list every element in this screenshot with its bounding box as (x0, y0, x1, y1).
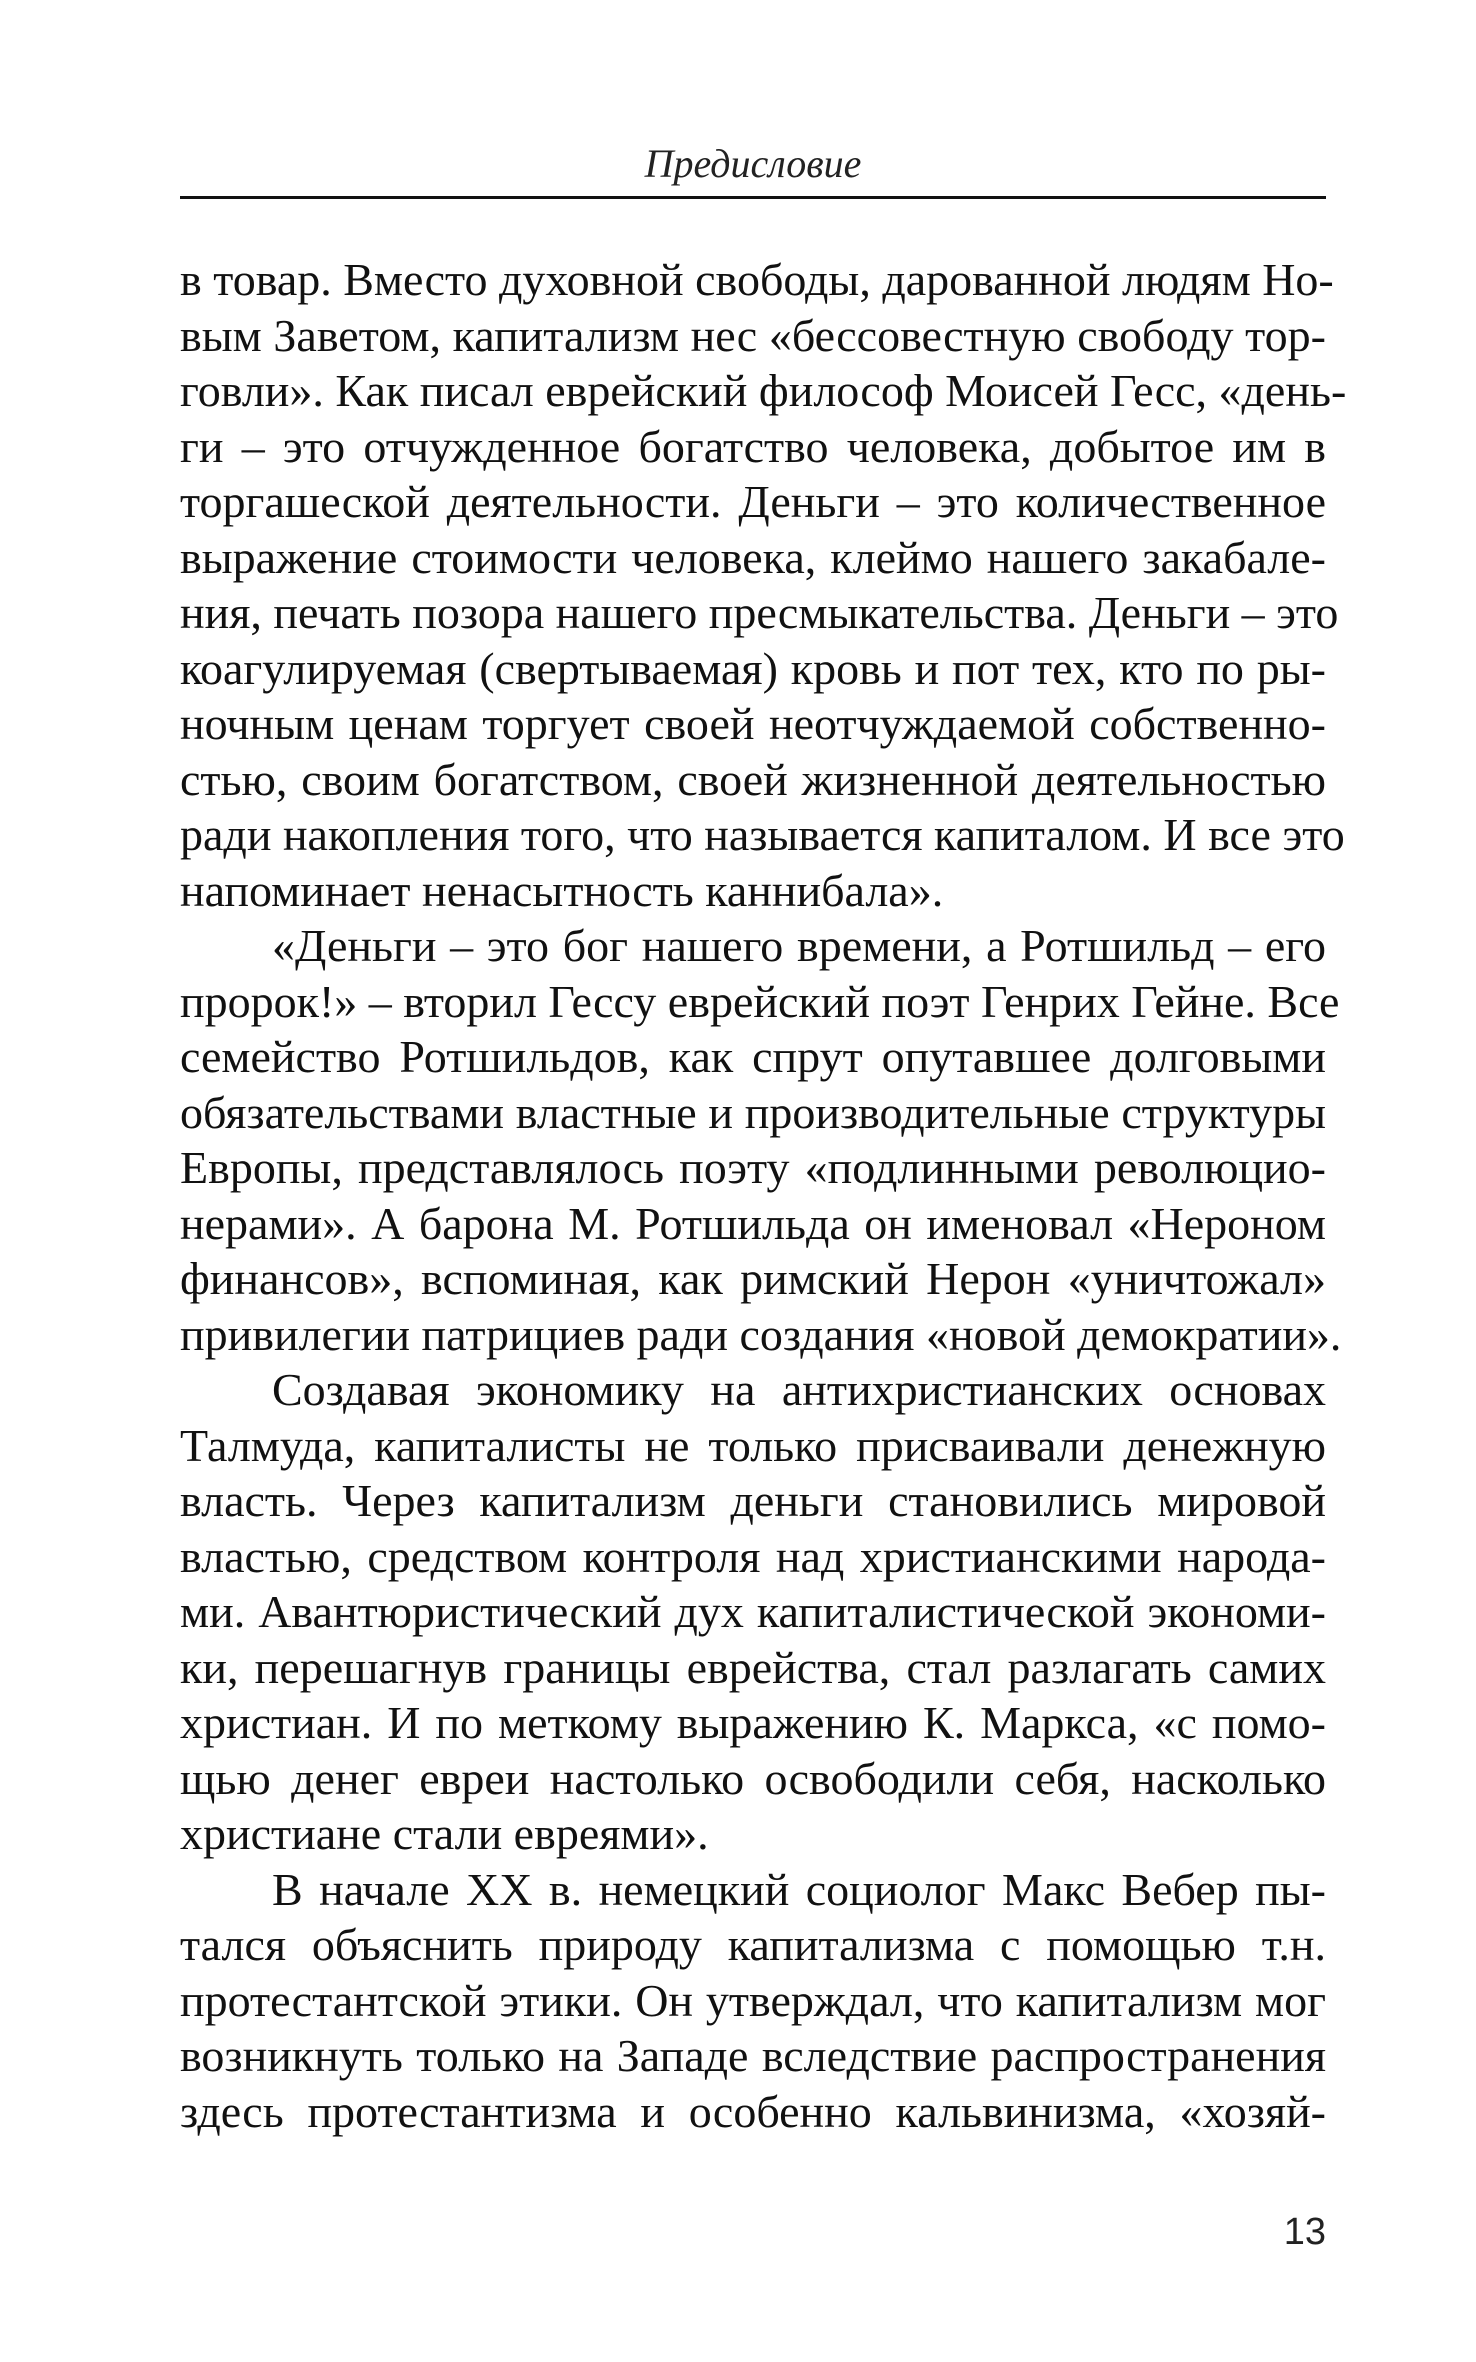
text-line: ночным ценам торгует своей неотчуждаемой собственно- (180, 698, 1326, 749)
paragraph (180, 1862, 1326, 2140)
text-line: Создавая экономику на антихристианских основах (272, 1364, 1326, 1415)
text-line: ки, перешагнув границы еврейства, стал разлагать самих (180, 1641, 1326, 1693)
text-line: говли». Как писал еврейский философ Моисей Гесс, «день- (180, 365, 1347, 416)
text-line: щью денег евреи настолько освободили себя, насколько (180, 1752, 1326, 1804)
text-line: нерами». А барона М. Ротшильда он именовал «Нероном (180, 1197, 1326, 1249)
header-rule (180, 196, 1326, 199)
text-line: обязательствами властные и производительные структуры (180, 1086, 1326, 1138)
running-header: Предисловие (644, 141, 862, 186)
text-line: протестантской этики. Он утверждал, что капитализм мог (180, 1974, 1326, 2026)
text-line: тался объяснить природу капитализма с помощью т.н. (180, 1919, 1326, 1970)
text-line: выражение стоимости человека, клеймо нашего закабале- (180, 531, 1326, 583)
text-line: вым Заветом, капитализм нес «бессовестную свободу тор- (180, 309, 1326, 361)
text-line: стью, своим богатством, своей жизненной деятельностью (180, 753, 1326, 805)
text-line: привилегии патрициев ради создания «новой демократии». (180, 1308, 1342, 1360)
text-line: «Деньги – это бог нашего времени, а Ротшильд – его (272, 920, 1326, 971)
body-text (180, 252, 1347, 2139)
text-line: христиан. И по меткому выражению К. Маркса, «с помо- (180, 1697, 1326, 1748)
text-line: пророк!» – вторил Гессу еврейский поэт Генрих Гейне. Все (180, 975, 1340, 1027)
page-number: 13 (1283, 2211, 1326, 2253)
paragraph (180, 252, 1347, 918)
text-line: напоминает ненасытность каннибала». (180, 864, 944, 916)
text-line: здесь протестантизма и особенно кальвинизма, «хозяй- (180, 2085, 1326, 2137)
text-line: Талмуда, капиталисты не только присваивали денежную (180, 1419, 1326, 1471)
text-line: христиане стали евреями». (180, 1808, 709, 1859)
text-line: В начале XX в. немецкий социолог Макс Вебер пы- (272, 1863, 1326, 1915)
text-line: семейство Ротшильдов, как спрут опутавшее долговыми (180, 1031, 1326, 1082)
text-line: в товар. Вместо духовной свободы, дарованной людям Но- (180, 254, 1334, 305)
text-line: ния, печать позора нашего пресмыкательства. Деньги – это (180, 587, 1339, 638)
text-line: возникнуть только на Западе вследствие распространения (180, 2030, 1326, 2081)
text-line: ги – это отчужденное богатство человека, добытое им в (180, 420, 1326, 472)
text-line: Европы, представлялось поэту «подлинными революцио- (180, 1142, 1326, 1193)
text-line: ми. Авантюристический дух капиталистической экономи- (180, 1586, 1326, 1637)
text-line: власть. Через капитализм деньги становились мировой (180, 1475, 1326, 1526)
paragraph (180, 918, 1342, 1362)
text-line: ради накопления того, что называется капиталом. И все это (180, 809, 1345, 860)
text-line: коагулируемая (свертываемая) кровь и пот тех, кто по ры- (180, 642, 1326, 694)
text-line: властью, средством контроля над христианскими народа- (180, 1530, 1326, 1582)
paragraph (180, 1362, 1326, 1862)
text-line: торгашеской деятельности. Деньги – это количественное (180, 476, 1326, 527)
text-line: финансов», вспоминая, как римский Нерон «уничтожал» (180, 1253, 1326, 1304)
